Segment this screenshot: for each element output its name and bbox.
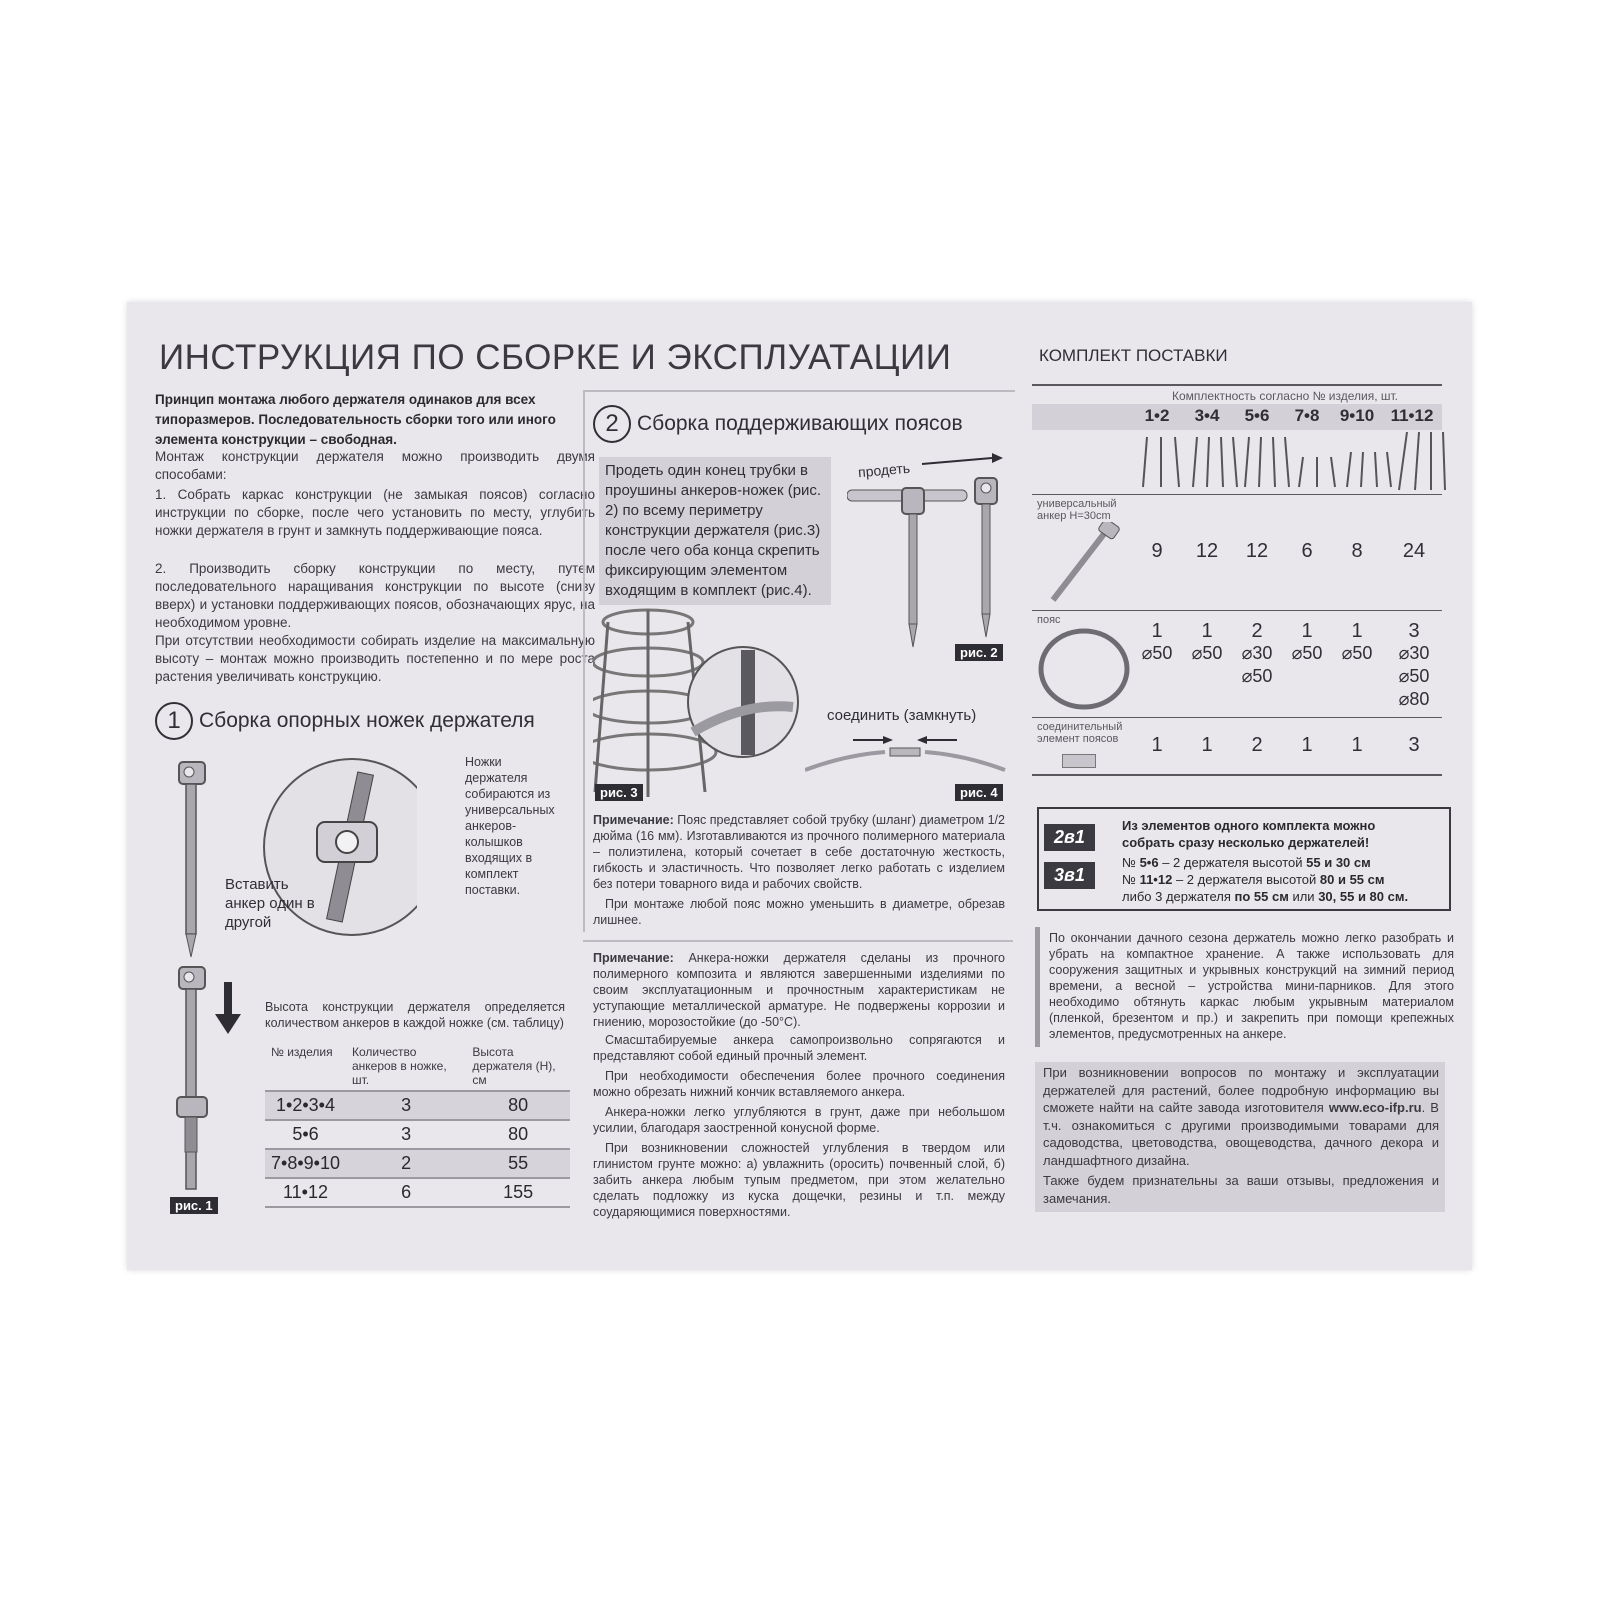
kit-cell: 8 xyxy=(1351,540,1363,562)
table-header-count: Количество анкеров в ножке, шт. xyxy=(346,1042,466,1091)
kit-row-line xyxy=(1032,717,1442,718)
section2-instructions: Продеть один конец трубки в проушины анкеров-ножек (рис. 2) по всему периметру конструкции держателя (рис.3) после чего оба конца скрепить фиксирующим элементом входящим в комплект (рис.4). xyxy=(599,457,831,605)
contact-text-part: . В т.ч. ознакомиться с другими производимыми товарами для садоводства, цветоводства, овощеводства, дачного декора и ландшафтного дизайна. xyxy=(1043,1100,1439,1168)
fig1-label: рис. 1 xyxy=(170,1197,218,1214)
belt-note-text: Пояс представляет собой трубку (шланг) диаметром 1/2 дюйма (16 мм). Изготавливаются из прочного полимерного материала – полиэтилена, который сочетает в себе достаточную жесткость, гибкость и эластичность. Что позволяет легко работать с изделием без потери товарного вида и рабочих свойств. xyxy=(593,813,1005,891)
table-cell: 155 xyxy=(466,1178,570,1207)
season-text: По окончании дачного сезона держатель можно легко разобрать и убрать на компактное хранение. А также использовать для сооружения защитных и укрывных конструкций на зимний период времени, а весной – устройства мини-парников. Для этого необходимо обтянуть каркас любым укрывным материалом (пленкой, брезентом и пр.) и закрепить при помощи крепежных элементов, предусмотренных на анкере. xyxy=(1049,931,1454,1041)
section2-heading xyxy=(593,405,963,443)
section1-title: Сборка опорных ножек держателя xyxy=(199,709,535,732)
table-header-height: Высота держателя (H), см xyxy=(466,1042,570,1091)
kit-col-header: 1•2 xyxy=(1144,406,1170,425)
table-header-item: № изделия xyxy=(265,1042,346,1091)
anchor-note-p4: Анкера-ножки легко углубляются в грунт, даже при небольшом усилии, благодаря заостренной конусной форме. xyxy=(593,1105,1005,1135)
kit-title: КОМПЛЕКТ ПОСТАВКИ xyxy=(1039,346,1228,365)
kit-cell: ⌀50 xyxy=(1241,666,1273,686)
promo-text: 80 и 55 см xyxy=(1319,872,1385,887)
kit-cell: 1 xyxy=(1301,734,1313,756)
promo-text: № xyxy=(1122,855,1140,870)
kit-cell: 24 xyxy=(1402,540,1426,562)
thread-label: продеть xyxy=(857,459,911,481)
table-cell: 7•8•9•10 xyxy=(265,1149,346,1178)
kit-cell: 3 xyxy=(1408,620,1420,642)
kit-row-line xyxy=(1032,610,1442,611)
table-cell: 5•6 xyxy=(265,1120,346,1149)
season-side-bar xyxy=(1035,927,1040,1047)
anchor-note xyxy=(593,950,1005,1030)
intro-paragraph-2: 1. Собрать каркас конструкции (не замыкая поясов) согласно инструкции по сборке, после чего установить по месту, углубить ножки держателя в грунт и замкнуть поддерживающие пояса. xyxy=(155,487,595,538)
intro-paragraph-4: При отсутствии необходимости собирать изделие на максимальную высоту – монтаж можно производить постепенно и по мере роста растения увеличивать конструкцию. xyxy=(155,633,595,684)
promo-tag-2in1: 2в1 xyxy=(1044,824,1095,851)
table-cell: 80 xyxy=(466,1091,570,1120)
section1-heading xyxy=(155,702,535,740)
intro-bold-text: Принцип монтажа любого держателя одинаков для всех типоразмеров. Последовательность сборки того или иного элемента конструкции – свободная. xyxy=(155,392,556,447)
height-table xyxy=(265,1042,570,1208)
table-row xyxy=(265,1178,570,1207)
anchor-note-p2: Смасштабируемые анкера самопроизвольно сопрягаются и представляют собой единый прочный элемент. xyxy=(593,1033,1005,1063)
kit-cell: 6 xyxy=(1301,540,1313,562)
promo-text: или xyxy=(1288,889,1319,904)
table-cell: 2 xyxy=(346,1149,466,1178)
kit-col-header: 7•8 xyxy=(1294,406,1320,425)
promo-text: по 55 см xyxy=(1234,889,1289,904)
table-cell: 3 xyxy=(346,1091,466,1120)
kit-columns xyxy=(1132,406,1442,430)
kit-legs-icons xyxy=(1137,432,1447,492)
table-cell: 3 xyxy=(346,1120,466,1149)
page-title: ИНСТРУКЦИЯ ПО СБОРКЕ И ЭКСПЛУАТАЦИИ xyxy=(159,338,952,377)
anchor-note-label: Примечание: xyxy=(593,951,674,965)
kit-cell: ⌀50 xyxy=(1398,666,1430,686)
kit-cell: ⌀50 xyxy=(1291,643,1323,663)
fig2-illustration xyxy=(847,452,1012,662)
insert-anchor-label: Вставить анкер один в другой xyxy=(225,876,315,931)
legs-description: Ножки держателя собираются из универсальных анкеров-колышков входящих в комплект поставки. xyxy=(465,755,555,897)
kit-bottom-line xyxy=(1032,774,1442,776)
table-cell: 80 xyxy=(466,1120,570,1149)
promo-text: – 2 держателя высотой xyxy=(1158,855,1307,870)
kit-row-line xyxy=(1032,494,1442,495)
promo-line xyxy=(1122,871,1442,888)
section2-title: Сборка поддерживающих поясов xyxy=(637,412,963,435)
table-cell: 55 xyxy=(466,1149,570,1178)
kit-col-header: 5•6 xyxy=(1244,406,1270,425)
kit-cell: ⌀50 xyxy=(1141,643,1173,663)
kit-cell: 2 xyxy=(1251,620,1263,642)
promo-text: – 2 держателя высотой xyxy=(1172,872,1320,887)
anchor-note-p5: При возникновении сложностей углубления в твердом или глинистом грунте можно: а) увлажнить (оросить) почвенный слой, б) забить анкера любым тупым предметом, при этом желательно сделать подложку из куска дощечки, резины и т.п. между соударяющимися поверхностями. xyxy=(593,1141,1005,1219)
connector-icon xyxy=(1062,754,1096,768)
table-cell: 6 xyxy=(346,1178,466,1207)
anchor-icon xyxy=(1045,522,1125,607)
fig3-label: рис. 3 xyxy=(595,784,643,801)
table-cell: 1•2•3•4 xyxy=(265,1091,346,1120)
belt-note-trim: При монтаже любой пояс можно уменьшить в диаметре, обрезав лишнее. xyxy=(593,897,1005,927)
kit-subtitle: Комплектность согласно № изделия, шт. xyxy=(1172,389,1399,403)
kit-connector-label: соединительный элемент поясов xyxy=(1037,721,1123,745)
kit-connector-row xyxy=(1132,734,1442,760)
kit-cell: 3 xyxy=(1408,734,1420,756)
join-label: соединить (замкнуть) xyxy=(827,707,977,724)
belt-note-label: Примечание: xyxy=(593,813,674,827)
belt-note xyxy=(593,812,1005,892)
promo-headline: Из элементов одного комплекта можно собрать сразу несколько держателей! xyxy=(1122,818,1376,850)
kit-cell: ⌀80 xyxy=(1398,689,1430,709)
promo-text: № xyxy=(1122,872,1140,887)
promo-text: 55 и 30 см xyxy=(1306,855,1371,870)
kit-cell: 1 xyxy=(1151,620,1163,642)
kit-cell: 1 xyxy=(1351,734,1363,756)
fig4-illustration xyxy=(805,730,1010,780)
fig3-illustration xyxy=(593,602,803,802)
promo-line xyxy=(1122,888,1442,905)
kit-col-header: 11•12 xyxy=(1390,406,1434,425)
kit-cell: ⌀50 xyxy=(1191,643,1223,663)
promo-line xyxy=(1122,854,1442,871)
kit-cell: 1 xyxy=(1201,734,1213,756)
kit-anchor-row xyxy=(1132,540,1442,566)
table-row xyxy=(265,1149,570,1178)
section2-number: 2 xyxy=(593,405,631,443)
table-cell: 11•12 xyxy=(265,1178,346,1207)
height-note: Высота конструкции держателя определяется количеством анкеров в каждой ножке (см. таблицу) xyxy=(265,1000,565,1030)
kit-cell: 2 xyxy=(1251,734,1263,756)
fig4-label: рис. 4 xyxy=(955,784,1003,801)
contact-feedback: Также будем признательны за ваши отзывы, предложения и замечания. xyxy=(1043,1173,1439,1206)
kit-cell: 9 xyxy=(1151,540,1163,562)
contact-text xyxy=(1043,1064,1439,1169)
promo-text: либо 3 держателя xyxy=(1122,889,1235,904)
kit-cell: 1 xyxy=(1151,734,1163,756)
contact-text-part: При возникновении вопросов по монтажу и эксплуатации держателей для растений, более подробную информацию вы сможете найти на сайте завода изготовителя xyxy=(1043,1065,1439,1115)
kit-cell: 12 xyxy=(1245,540,1269,562)
promo-details xyxy=(1122,854,1442,905)
kit-cell: 1 xyxy=(1201,620,1213,642)
anchor-note-text: Анкера-ножки держателя сделаны из прочного полимерного композита и являются завершенными изделиями по своим эксплуатационным и прочностным характеристикам не уступающие металлической арматуре. Не подвержены коррозии и гниению, морозостойкие (до -50°С). xyxy=(593,951,1005,1029)
kit-anchor-label: универсальный анкер H=30cm xyxy=(1037,498,1117,522)
kit-top-line xyxy=(1032,384,1442,386)
belt-ring-icon xyxy=(1037,627,1132,712)
kit-cell: ⌀50 xyxy=(1341,643,1373,663)
promo-text: 30, 55 и 80 см. xyxy=(1318,889,1409,904)
intro-paragraph-3: 2. Производить сборку конструкции по месту, путем последовательного наращивания конструкции по высоте (снизу вверх) и установки поддерживающих поясов, обозначающих ярус, на необходимом уровне. xyxy=(155,561,595,630)
kit-col-header: 9•10 xyxy=(1339,406,1375,425)
section1-number: 1 xyxy=(155,702,193,740)
promo-text: 11•12 xyxy=(1139,872,1173,887)
kit-cell: ⌀30 xyxy=(1398,643,1430,663)
website-link[interactable]: www.eco-ifp.ru xyxy=(1328,1100,1422,1115)
kit-belt-label: пояс xyxy=(1037,614,1061,626)
divider xyxy=(583,940,1013,942)
table-row xyxy=(265,1120,570,1149)
fig2-label: рис. 2 xyxy=(955,644,1003,661)
anchor-note-p3: При необходимости обеспечения более прочного соединения можно обрезать нижний кончик вставляемого анкера. xyxy=(593,1069,1005,1099)
kit-cell: ⌀30 xyxy=(1241,643,1273,663)
intro-paragraph-1: Монтаж конструкции держателя можно производить двумя способами: xyxy=(155,449,595,482)
table-row xyxy=(265,1091,570,1120)
kit-col-header: 3•4 xyxy=(1194,406,1220,425)
kit-cell: 1 xyxy=(1351,620,1363,642)
promo-tag-3in1: 3в1 xyxy=(1044,862,1095,889)
instruction-sheet xyxy=(127,302,1472,1270)
kit-belt-row xyxy=(1132,620,1442,715)
kit-cell: 1 xyxy=(1301,620,1313,642)
kit-cell: 12 xyxy=(1195,540,1219,562)
promo-text: 5•6 xyxy=(1139,855,1159,870)
